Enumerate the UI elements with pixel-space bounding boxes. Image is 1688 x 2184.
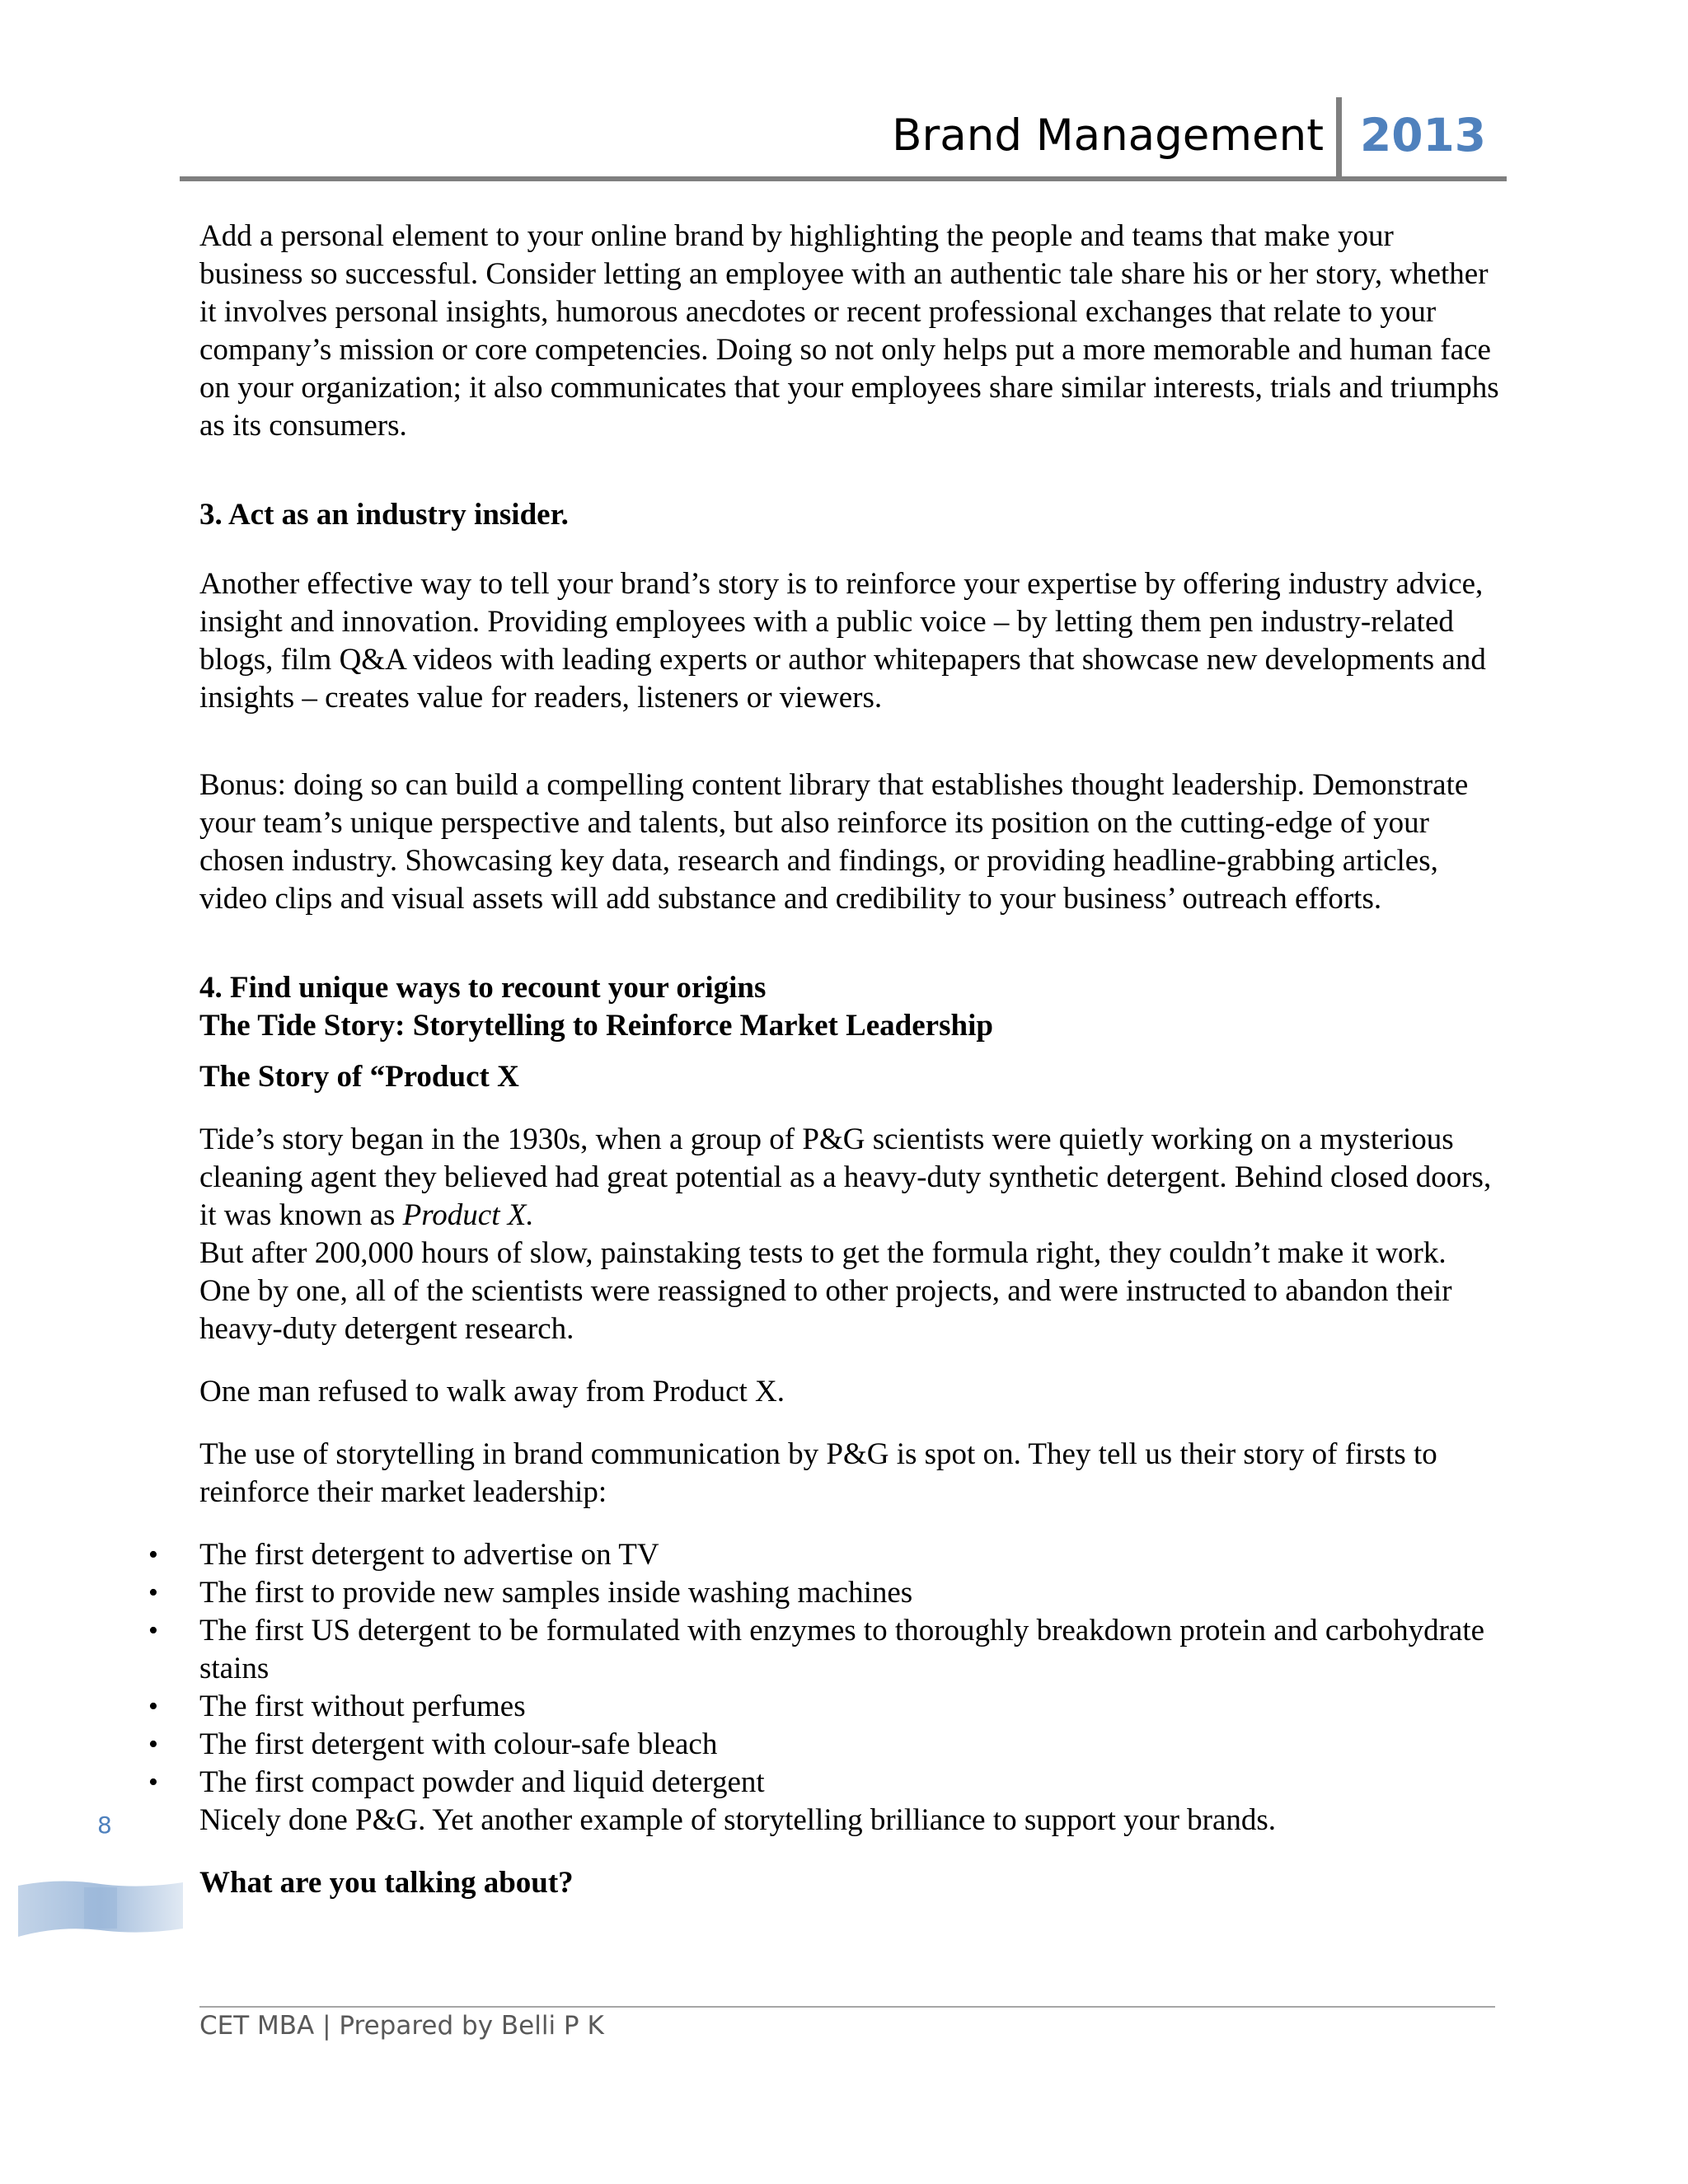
paragraph-tide-story bbox=[199, 1121, 1502, 1235]
page-body bbox=[199, 218, 1502, 1902]
page-ribbon-icon bbox=[18, 1877, 183, 1940]
paragraph-insider: Another effective way to tell your brand’s story is to reinforce your expertise by offering industry advice, insight and innovation. Providing employees with a public voice – by letting them pen industry-related blogs, film Q&A videos with leading experts or author whitepapers that showcase new developments and insights – creates value for readers, listeners or viewers. bbox=[199, 567, 1486, 715]
paragraph-one-man: One man refused to walk away from Product X. bbox=[199, 1375, 785, 1408]
heading-tide-story: The Tide Story: Storytelling to Reinforce Market Leadership bbox=[199, 1009, 993, 1043]
page-header bbox=[180, 97, 1507, 180]
list-item: • The first to provide new samples inside washing machines bbox=[199, 1574, 1502, 1612]
header-rule bbox=[180, 176, 1507, 181]
list-item: • The first US detergent to be formulated with enzymes to thoroughly breakdown protein and carbohydrate stains bbox=[199, 1612, 1502, 1688]
heading-industry-insider: 3. Act as an industry insider. bbox=[199, 498, 569, 532]
paragraph-intro: Add a personal element to your online brand by highlighting the people and teams that make your business so successful. Consider letting an employee with an authentic tale share his or her story, whether it involves personal insights, humorous anecdotes or recent professional exchanges that relate to your company’s mission or core competencies. Doing so not only helps put a more memorable and human face on your organization; it also communicates that your employees share similar interests, trials and triumphs as its consumers. bbox=[199, 219, 1499, 443]
heading-origins: 4. Find unique ways to recount your origins bbox=[199, 971, 767, 1005]
paragraph-after: But after 200,000 hours of slow, painstaking tests to get the formula right, they couldn’t make it work. One by one, all of the scientists were reassigned to other projects, and were instructed to abandon their heavy-duty detergent research. bbox=[199, 1236, 1452, 1346]
list-item: • The first detergent with colour-safe bleach bbox=[199, 1726, 1502, 1764]
list-item: • The first compact powder and liquid detergent bbox=[199, 1764, 1502, 1802]
heading-product-x: The Story of “Product X bbox=[199, 1060, 519, 1094]
tide-story-text: Tide’s story began in the 1930s, when a group of P&G scientists were quietly working on a mysterious cleaning agent they believed had great potential as a heavy-duty synthetic detergent. Behind closed doors, it was known as bbox=[199, 1122, 1492, 1232]
list-item: • The first detergent to advertise on TV bbox=[199, 1536, 1502, 1574]
header-separator bbox=[1336, 97, 1342, 180]
paragraph-use-of: The use of storytelling in brand communication by P&G is spot on. They tell us their story of firsts to reinforce their market leadership: bbox=[199, 1437, 1437, 1509]
footer-text: CET MBA | Prepared by Belli P K bbox=[199, 2011, 604, 2041]
page-number: 8 bbox=[97, 1811, 112, 1839]
header-title: Brand Management bbox=[892, 110, 1324, 161]
list-item: • The first without perfumes bbox=[199, 1688, 1502, 1726]
heading-talking: What are you talking about? bbox=[199, 1866, 574, 1900]
paragraph-nicely-done: Nicely done P&G. Yet another example of storytelling brilliance to support your brands. bbox=[199, 1803, 1277, 1837]
product-x-italic: Product X. bbox=[402, 1198, 534, 1232]
footer-rule bbox=[199, 2006, 1495, 2008]
firsts-list bbox=[199, 1536, 1502, 1802]
header-year: 2013 bbox=[1360, 109, 1487, 162]
paragraph-bonus: Bonus: doing so can build a compelling content library that establishes thought leadership. Demonstrate your team’s unique perspective and talents, but also reinforce its position on the cutting-edge of your chosen industry. Showcasing key data, research and findings, or providing headline-grabbing articles, video clips and visual assets will add substance and credibility to your business’ outreach efforts. bbox=[199, 768, 1469, 916]
